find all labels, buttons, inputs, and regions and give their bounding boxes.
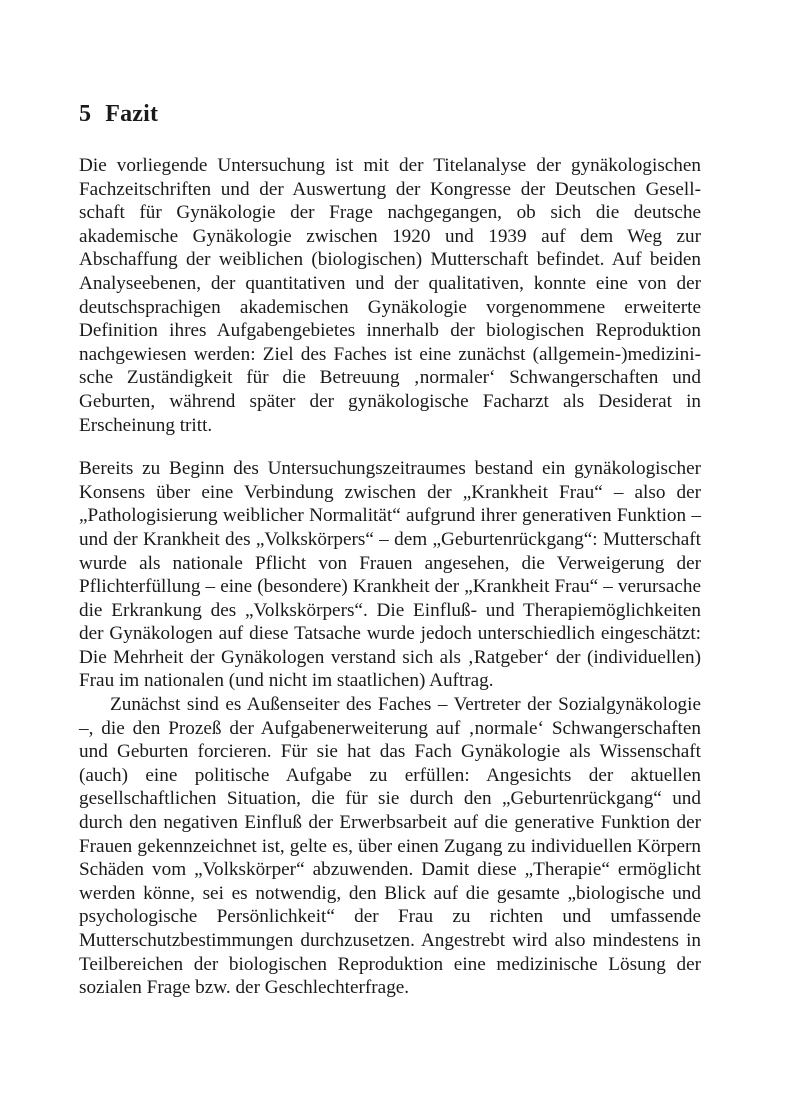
section-heading [79,98,701,130]
paragraph-2: Bereits zu Beginn des Untersuchungszeitraumes bestand ein gynäkologischer Konsens über eine Verbindung zwischen der „Krankheit Frau“ – also der „Pathologisierung weiblicher Normalität“ aufgrund ihrer generativen Funktion – und der Krankheit des „Volkskörpers“ – dem „Geburtenrückgang“: Mutterschaft wurde als nationale Pflicht von Frauen angesehen, die Verweigerung der Pflichterfüllung – eine (besondere) Krankheit der „Krankheit Frau“ – verursache die Erkrankung des „Volkskörpers“. Die Einfluß- und Therapiemöglichkeiten der Gynäkologen auf diese Tatsache wurde jedoch unterschiedlich eingeschätzt: Die Mehrheit der Gynäkologen verstand sich als ‚Ratgeber‘ der (individuellen) Frau im nationalen (und nicht im staatlichen) Auftrag. [79,458,701,692]
paragraph-1: Die vorliegende Untersuchung ist mit der Titelanalyse der gynäkologischen Fachzeitschriften und der Auswertung der Kongresse der Deutschen Gesellschaft für Gynäkologie der Frage nachgegangen, ob sich die deutsche akademische Gynäkologie zwischen 1920 und 1939 auf dem Weg zur Abschaffung der weiblichen (biologischen) Mutterschaft befindet. Auf beiden Analyseebenen, der quantitativen und der qualitativen, konnte eine von der deutschsprachigen akademischen Gynäkologie vorgenommene erweiterte Definition ihres Aufgabengebietes innerhalb der biologischen Reproduktion nachgewiesen werden: Ziel des Faches ist eine zunächst (allgemein-)medizinische Zuständigkeit für die Betreuung ‚normaler‘ Schwangerschaften und Geburten, während später der gynäkologische Facharzt als Desiderat in Erscheinung tritt. [79,155,701,436]
paragraph-3: Zunächst sind es Außenseiter des Faches – Vertreter der Sozialgynäkologie –, die den Prozeß der Aufgabenerweiterung auf ‚normale‘ Schwangerschaften und Geburten forcieren. Für sie hat das Fach Gynäkologie als Wissenschaft (auch) eine politische Aufgabe zu erfüllen: Angesichts der aktuellen gesellschaftlichen Situation, die für sie durch den „Geburtenrückgang“ und durch den negativen Einfluß der Erwerbsarbeit auf die generative Funktion der Frauen gekennzeichnet ist, gelte es, über einen Zugang zu individuellen Körpern Schäden vom „Volkskörper“ abzuwenden. Damit diese „Therapie“ ermöglicht werden könne, sei es notwendig, den Blick auf die gesamte „biologische und psychologische Persönlichkeit“ der Frau zu richten und umfassende Mutterschutzbestimmungen durchzusetzen. Angestrebt wird also mindestens in Teilbereichen der biologischen Reproduktion eine medizinische Lösung der sozialen Frage bzw. der Geschlechterfrage. [79,694,701,999]
section-number: 5 [79,101,92,127]
page-content [79,98,701,1000]
section-title: Fazit [105,101,159,127]
